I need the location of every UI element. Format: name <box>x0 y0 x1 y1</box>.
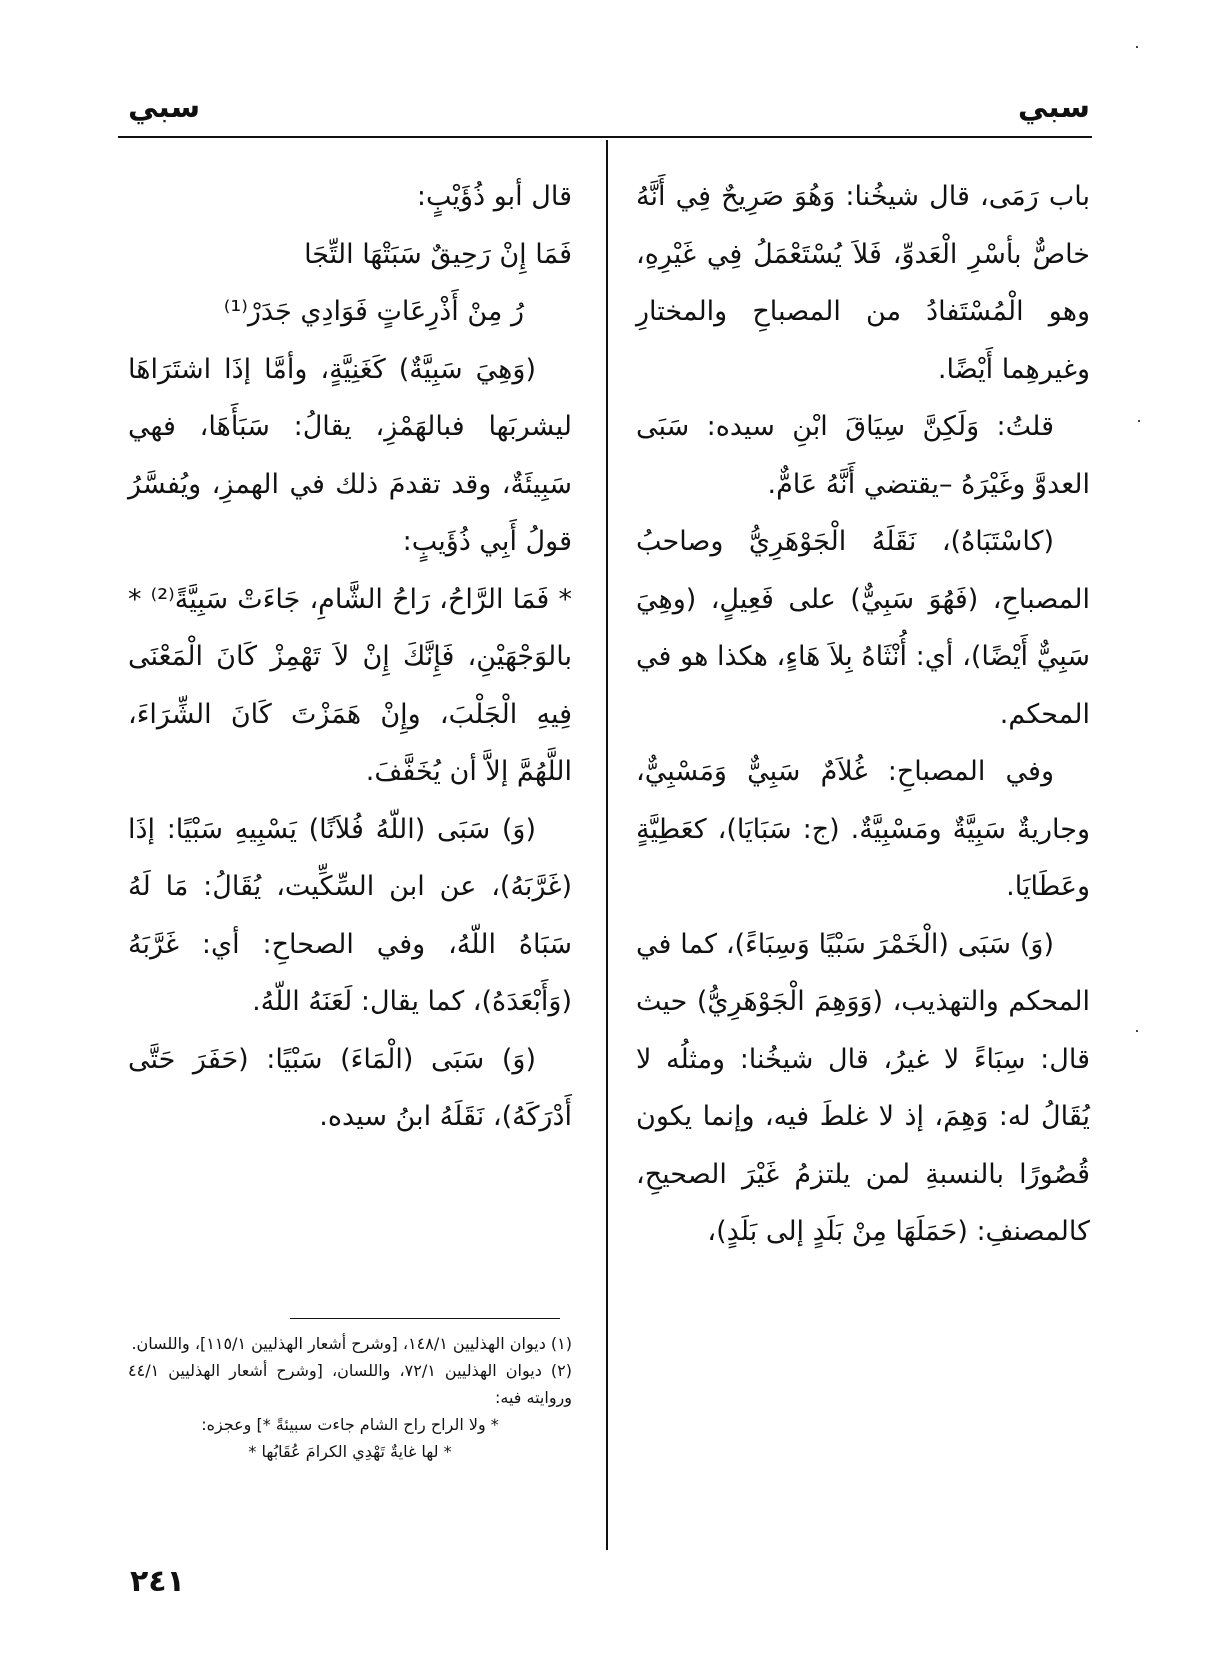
right-paragraph-5: (وَ) سَبَى (الْخَمْرَ سَبْيًا وَسِبَاءً)، كما في المحكم والتهذيب، (وَوَهِمَ الْجَوْهَرِيُّ) حيث قال: سِبَاءً لا غيرُ، قال شيخُنا: ومثلُه لا يُقَالُ له: وَهِمَ، إذ لا غلطَ فيه، وإنما يكون قُصُورًا بالنسبةِ لمن يلتزمُ غَيْرَ الصحيحِ، كالمصنفِ: (حَمَلَهَا مِنْ بَلَدٍ إلى بَلَدٍ)، <box>636 928 1090 1247</box>
right-paragraph-3: (كاسْتَبَاهُ)، نَقَلَهُ الْجَوْهَرِيُّ وصاحبُ المصباحِ، (فَهُوَ سَبِيٌّ) على فَعِيلٍ، (وهِيَ سَبِيٌّ أَيْضًا)، أي: أُنْثَاهُ بِلاَ هَاءٍ، هكذا هو في المحكم. <box>636 526 1090 730</box>
left-intro: قال أبو ذُؤَيْبٍ: <box>416 181 572 212</box>
footnote-2: (٢) ديوان الهذليين ٧٢/١، واللسان، [وشرح أشعار الهذليين ٤٤/١ وروايته فيه: <box>128 1361 572 1407</box>
footnote-rule <box>290 1318 560 1319</box>
right-paragraph-4: وفي المصباحِ: غُلاَمٌ سَبِيٌّ وَمَسْبِيٌّ، وجاريةٌ سَبِيَّةٌ ومَسْبِيَّةٌ. (ج: سَبَايَا)، كعَطِيَّةٍ وعَطَايَا. <box>636 756 1090 902</box>
scan-speck <box>1136 46 1138 48</box>
right-paragraph-2: قلتُ: وَلَكِنَّ سِيَاقَ ابْنِ سيده: سَبَى العدوَّ وغَيْرَهُ –يقتضي أَنَّهُ عَامٌّ. <box>636 411 1090 500</box>
footnote-2-verse-1: * ولا الراح راح الشام جاءت سبيئةً *] وعجزه: <box>201 1415 499 1434</box>
footnotes <box>128 1330 572 1465</box>
column-divider <box>606 140 608 1550</box>
running-header-left: سبي <box>128 90 201 125</box>
left-column <box>128 168 572 1146</box>
left-paragraph-2: * فَمَا الرَّاحُ، رَاحُ الشَّامِ، جَاءَتْ سَبِيَّةً⁽²⁾ * بالوَجْهَيْنِ، فَإِنَّكَ إِنْ لاَ تَهْمِزْ كَانَ الْمَعْنَى فِيهِ الْجَلْبَ، وإِنْ هَمَزْتَ كَانَ الشِّرَاءَ، اللَّهُمَّ إلاَّ أن يُخَفَّفَ. <box>128 583 572 787</box>
right-paragraph-1: باب رَمَى، قال شيخُنا: وَهُوَ صَرِيحٌ فِي أَنَّهُ خاصٌّ بأسْرِ الْعَدوِّ، فَلاَ يُسْتَعْمَلُ فِي غَيْرِهِ، وهو الْمُسْتَفادُ من المصباحِ والمختارِ وغيرهِما أَيْضًا. <box>636 181 1090 385</box>
page-number: ٢٤١ <box>130 1564 185 1599</box>
scan-speck <box>1138 420 1140 422</box>
left-paragraph-4: (وَ) سَبَى (الْمَاءَ) سَبْيًا: (حَفَرَ حَتَّى أَدْرَكَهُ)، نَقَلَهُ ابنُ سيده. <box>128 1043 572 1132</box>
header-rule <box>118 136 1092 138</box>
scan-speck <box>1136 1030 1138 1032</box>
footnote-2-verse-2: * لها غايةٌ تَهْدِي الكرامَ عُقَابُها * <box>248 1442 452 1461</box>
footnote-1: (١) ديوان الهذليين ١٤٨/١، [وشرح أشعار الهذليين ١١٥/١]، واللسان. <box>131 1334 572 1353</box>
verse-line-1: فَمَا إِنْ رَحِيقٌ سَبَتْهَا التِّجَا <box>304 238 572 270</box>
left-paragraph-3: (وَ) سَبَى (اللّهُ فُلاَنًا) يَسْبِيهِ سَبْيًا: إذَا (غَرَّبَهُ)، عن ابن السِّكِّيت، يُقَالُ: مَا لَهُ سَبَاهُ اللّهُ، وفي الصحاحِ: أي: غَرَّبَهُ (وَأَبْعَدَهُ)، كما يقال: لَعَنَهُ اللّهُ. <box>128 813 572 1017</box>
running-header-right: سبي <box>1017 90 1090 125</box>
left-paragraph-1: (وَهِيَ سَبِيَّةٌ) كَغَنِيَّةٍ، وأمَّا إذَا اشتَرَاهَا ليشربَها فبالهَمْزِ، يقالُ: سَبَأَهَا، فهي سَبِيئَةٌ، وقد تقدمَ ذلك في الهمزِ، ويُفسَّرُ قولُ أَبِي ذُؤَيبٍ: <box>128 353 572 557</box>
verse-line-2: رُ مِنْ أَذْرِعَاتٍ فَوَادِي جَدَرْ⁽¹⁾ <box>223 296 524 327</box>
right-column <box>636 168 1090 1261</box>
